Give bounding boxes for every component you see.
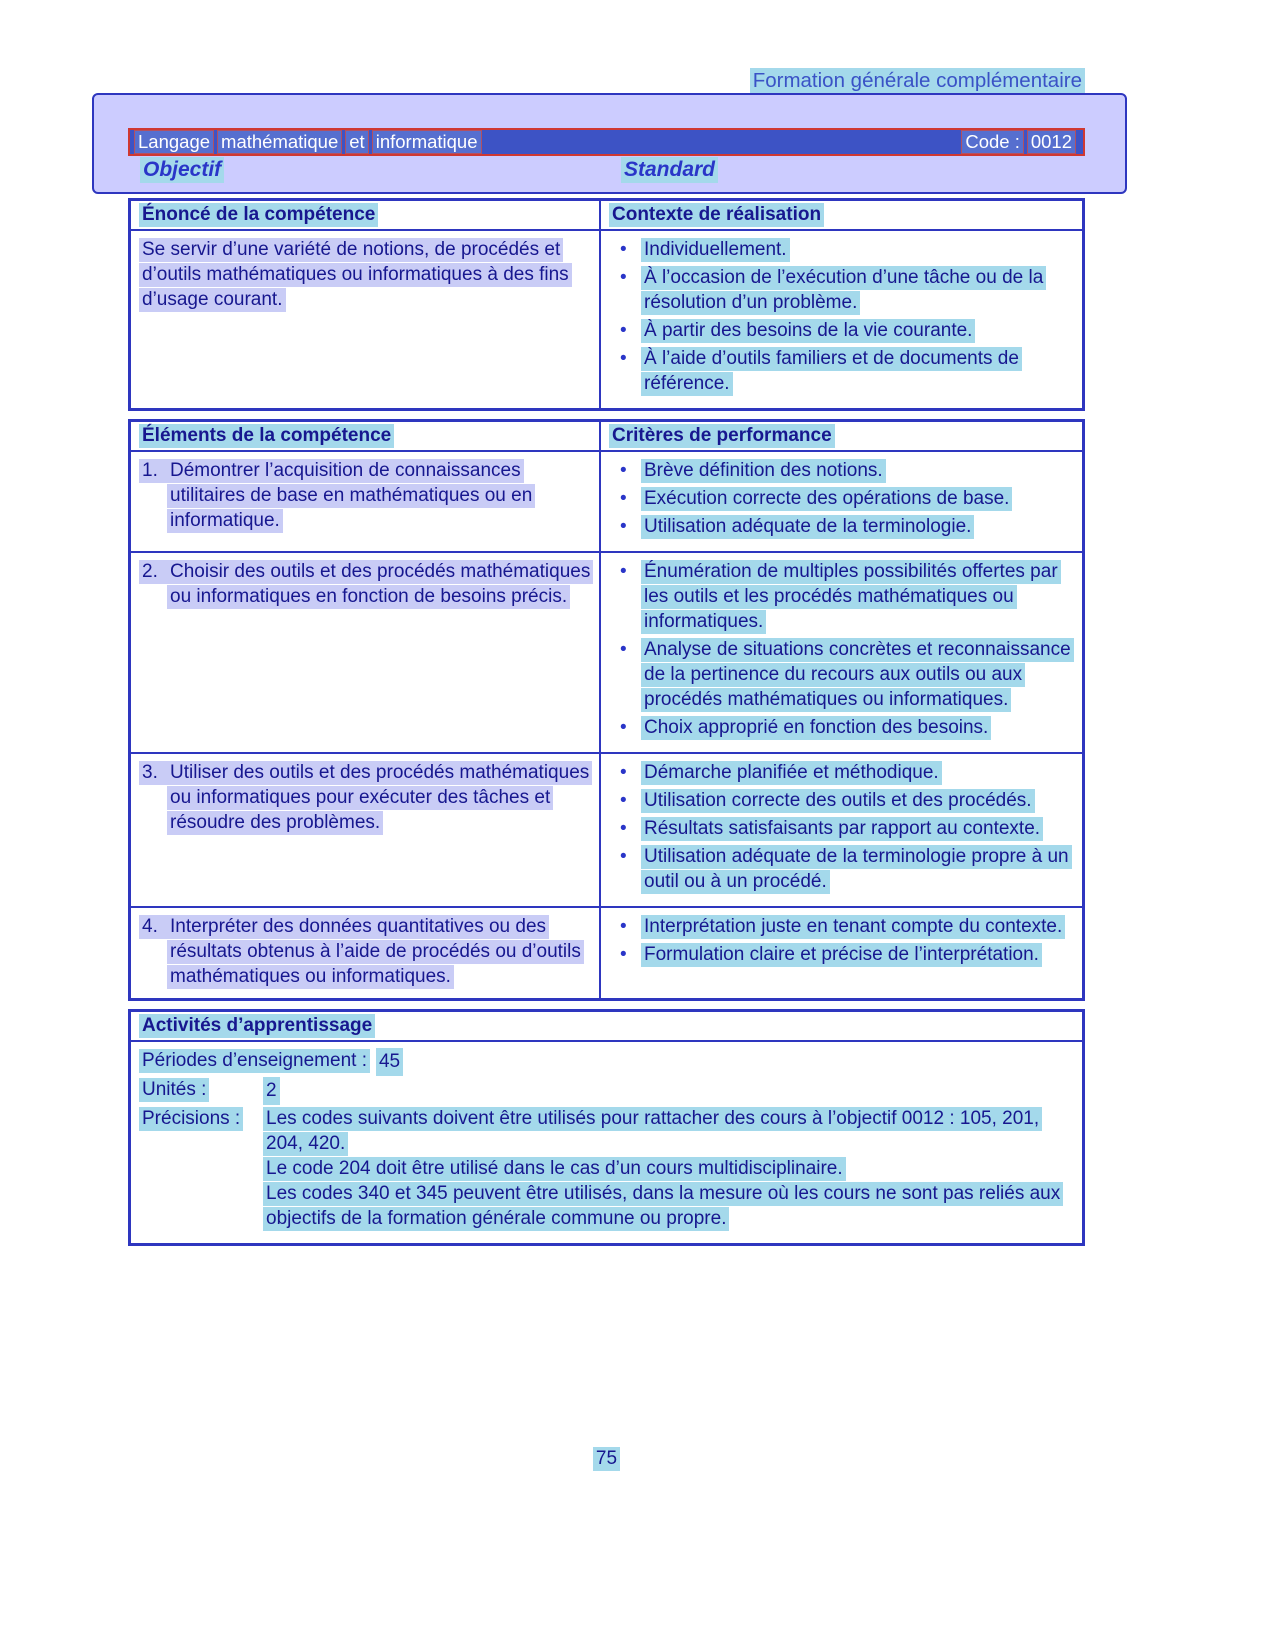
periods-row xyxy=(139,1048,1074,1076)
criteria-item xyxy=(611,715,1074,740)
precisions-label-col xyxy=(139,1106,257,1131)
element-text-3 xyxy=(139,761,592,835)
precision-line-text: Le code 204 doit être utilisé dans le cas d’un cours multidisciplinaire. xyxy=(263,1157,846,1181)
element-item-2 xyxy=(139,559,591,609)
criteria-text: Choix approprié en fonction des besoins. xyxy=(641,716,991,740)
units-label: Unités : xyxy=(139,1078,209,1102)
element-row-2 xyxy=(131,551,1082,752)
competence-table-body-row xyxy=(131,229,1082,408)
header-enonce-cell xyxy=(131,201,601,229)
criteria-cell-2 xyxy=(601,553,1082,752)
element-row-3 xyxy=(131,752,1082,906)
context-bullet-item xyxy=(611,237,1074,262)
element-statement-1: Démontrer l’acquisition de connaissances utilitaires de base en mathématiques ou en informatique. xyxy=(170,460,533,531)
element-statement-2: Choisir des outils et des procédés mathématiques ou informatiques en fonction de besoins précis. xyxy=(170,561,591,607)
criteria-text: Résultats satisfaisants par rapport au contexte. xyxy=(641,817,1043,841)
course-title xyxy=(134,130,485,154)
title-word: Langage xyxy=(134,130,214,154)
precisions-label: Précisions : xyxy=(139,1107,243,1131)
code-value: 0012 xyxy=(1027,130,1076,154)
element-item-4 xyxy=(139,914,591,989)
title-word: mathématique xyxy=(217,130,342,154)
elements-table-header-row xyxy=(131,422,1082,450)
periods-label: Périodes d’enseignement : xyxy=(139,1049,370,1073)
criteria-list-4 xyxy=(611,914,1074,967)
context-bullet-text: À partir des besoins de la vie courante. xyxy=(641,319,975,343)
objectif-heading xyxy=(140,157,224,182)
context-bullet-text: Individuellement. xyxy=(641,238,790,262)
precisions-lines xyxy=(263,1106,1074,1231)
header-criteres-cell xyxy=(601,422,1082,450)
criteria-text: Brève définition des notions. xyxy=(641,459,886,483)
criteria-text: Interprétation juste en tenant compte du contexte. xyxy=(641,915,1065,939)
activities-body xyxy=(131,1042,1082,1243)
bullet-icon xyxy=(620,637,627,662)
header-elements-cell xyxy=(131,422,601,450)
units-value: 2 xyxy=(263,1077,280,1105)
units-row xyxy=(139,1077,1074,1105)
bullet-icon xyxy=(620,346,627,371)
context-cell xyxy=(601,231,1082,408)
criteria-text: Utilisation adéquate de la terminologie propre à un outil ou à un procédé. xyxy=(641,845,1072,894)
element-cell-3 xyxy=(131,754,601,906)
precisions-row xyxy=(139,1106,1074,1231)
precision-line xyxy=(263,1181,1074,1231)
header-contexte-cell xyxy=(601,201,1082,229)
precision-line xyxy=(263,1156,1074,1181)
criteria-text: Exécution correcte des opérations de base. xyxy=(641,487,1012,511)
bullet-icon xyxy=(620,844,627,869)
element-text-1 xyxy=(139,459,535,533)
activities-table xyxy=(128,1009,1085,1246)
element-cell-2 xyxy=(131,553,601,752)
criteria-item xyxy=(611,760,1074,785)
activities-header-text: Activités d’apprentissage xyxy=(139,1014,375,1038)
element-row-1 xyxy=(131,450,1082,551)
criteria-text: Utilisation correcte des outils et des procédés. xyxy=(641,789,1035,813)
criteria-item xyxy=(611,942,1074,967)
criteria-text: Formulation claire et précise de l’interprétation. xyxy=(641,943,1042,967)
context-bullet-item xyxy=(611,318,1074,343)
element-item-3 xyxy=(139,760,591,835)
criteria-cell-4 xyxy=(601,908,1082,998)
element-cell-1 xyxy=(131,452,601,551)
title-word: et xyxy=(345,130,368,154)
criteria-item xyxy=(611,788,1074,813)
bullet-icon xyxy=(620,559,627,584)
criteria-list-2 xyxy=(611,559,1074,740)
element-text-2 xyxy=(139,560,593,609)
precision-line-text: Les codes 340 et 345 peuvent être utilisés, dans la mesure où les cours ne sont pas reliés aux objectifs de la formation générale commune ou propre. xyxy=(263,1182,1063,1231)
header-elements-text: Éléments de la compétence xyxy=(139,424,394,448)
context-bullet-text: À l’occasion de l’exécution d’une tâche ou de la résolution d’un problème. xyxy=(641,266,1046,315)
criteria-item xyxy=(611,914,1074,939)
element-number-3: 3. xyxy=(142,762,158,783)
course-title-bar xyxy=(128,128,1085,156)
periods-label-col xyxy=(139,1048,370,1073)
header-criteres-text: Critères de performance xyxy=(609,424,835,448)
competence-statement-cell xyxy=(131,231,601,408)
context-bullet-text: À l’aide d’outils familiers et de documents de référence. xyxy=(641,347,1022,396)
criteria-text: Démarche planifiée et méthodique. xyxy=(641,761,942,785)
activities-header xyxy=(131,1012,1082,1042)
precision-line xyxy=(263,1106,1074,1156)
element-statement-3: Utiliser des outils et des procédés mathématiques ou informatiques pour exécuter des tâches et résoudre des problèmes. xyxy=(170,762,590,833)
bullet-icon xyxy=(620,788,627,813)
bullet-icon xyxy=(620,237,627,262)
criteria-cell-1 xyxy=(601,452,1082,551)
page-number xyxy=(128,1446,1085,1471)
criteria-list-3 xyxy=(611,760,1074,894)
criteria-item xyxy=(611,637,1074,712)
bullet-icon xyxy=(620,514,627,539)
code-label: Code : xyxy=(961,130,1024,154)
objectif-standard-panel xyxy=(92,93,1127,194)
standard-heading xyxy=(621,157,718,182)
element-statement-4: Interpréter des données quantitatives ou des résultats obtenus à l’aide de procédés ou d’outils mathématiques ou informatiques. xyxy=(170,916,581,987)
page-header-text: Formation générale complémentaire xyxy=(750,68,1085,94)
bullet-icon xyxy=(620,265,627,290)
competence-statement xyxy=(139,237,591,312)
element-number-2: 2. xyxy=(142,561,158,582)
context-bullet-item xyxy=(611,265,1074,315)
criteria-cell-3 xyxy=(601,754,1082,906)
bullet-icon xyxy=(620,458,627,483)
bullet-icon xyxy=(620,816,627,841)
criteria-item xyxy=(611,816,1074,841)
element-row-4 xyxy=(131,906,1082,998)
context-bullet-item xyxy=(611,346,1074,396)
criteria-item xyxy=(611,486,1074,511)
criteria-text: Utilisation adéquate de la terminologie. xyxy=(641,515,974,539)
criteria-text: Analyse de situations concrètes et reconnaissance de la pertinence du recours aux outils ou aux procédés mathématiques ou informatiques. xyxy=(641,638,1074,712)
bullet-icon xyxy=(620,486,627,511)
content-area xyxy=(128,198,1085,1254)
page-number-text: 75 xyxy=(593,1447,620,1471)
elements-table xyxy=(128,419,1085,1001)
title-word: informatique xyxy=(372,130,482,154)
competence-statement-text: Se servir d’une variété de notions, de procédés et d’outils mathématiques ou informatiques à des fins d’usage courant. xyxy=(139,238,572,312)
competence-table xyxy=(128,198,1085,411)
bullet-icon xyxy=(620,760,627,785)
periods-value: 45 xyxy=(376,1048,403,1076)
units-label-col xyxy=(139,1077,257,1102)
criteria-text: Énumération de multiples possibilités offertes par les outils et les procédés mathématiques ou informatiques. xyxy=(641,560,1061,634)
bullet-icon xyxy=(620,914,627,939)
element-number-4: 4. xyxy=(142,916,158,937)
precision-line-text: Les codes suivants doivent être utilisés pour rattacher des cours à l’objectif 0012 : 105, 201, 204, 420. xyxy=(263,1107,1042,1156)
criteria-item xyxy=(611,514,1074,539)
element-cell-4 xyxy=(131,908,601,998)
bullet-icon xyxy=(620,942,627,967)
header-contexte-text: Contexte de réalisation xyxy=(609,203,824,227)
element-text-4 xyxy=(139,915,584,989)
criteria-item xyxy=(611,559,1074,634)
objectif-heading-text: Objectif xyxy=(140,157,224,183)
criteria-list-1 xyxy=(611,458,1074,539)
bullet-icon xyxy=(620,715,627,740)
element-item-1 xyxy=(139,458,591,533)
page-header xyxy=(750,68,1085,93)
course-code xyxy=(961,130,1079,154)
header-enonce-text: Énoncé de la compétence xyxy=(139,203,378,227)
standard-heading-text: Standard xyxy=(621,157,718,183)
competence-table-header-row xyxy=(131,201,1082,229)
bullet-icon xyxy=(620,318,627,343)
element-number-1: 1. xyxy=(142,460,158,481)
context-bullet-list xyxy=(611,237,1074,396)
criteria-item xyxy=(611,458,1074,483)
criteria-item xyxy=(611,844,1074,894)
